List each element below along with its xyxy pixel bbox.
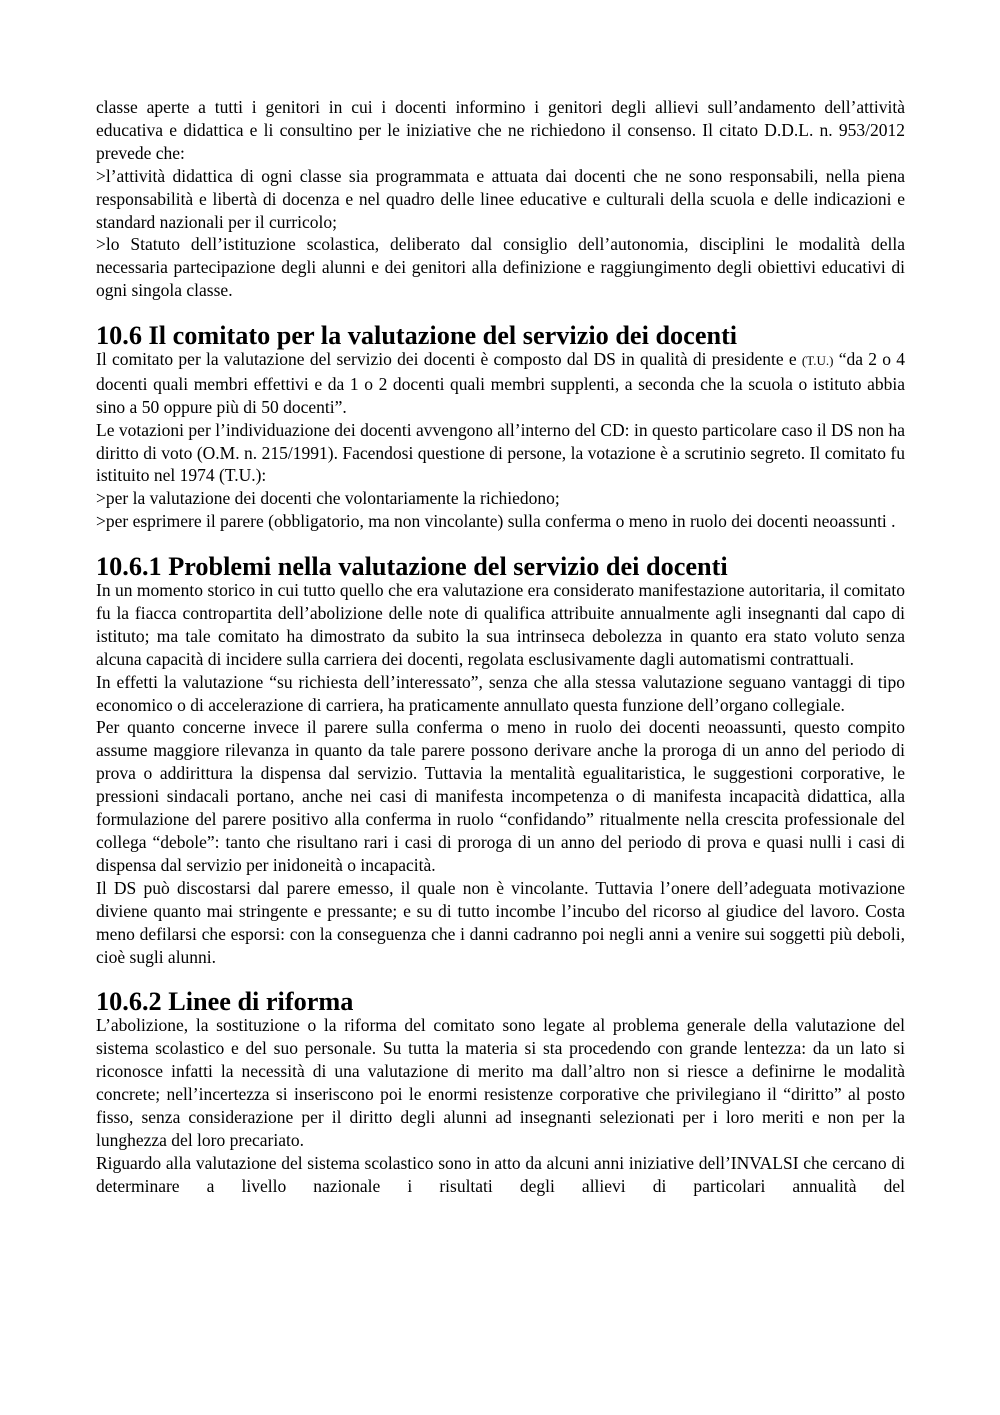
section-heading: 10.6.1 Problemi nella valutazione del servizio dei docenti [96, 552, 728, 582]
section-paragraph: Per quanto concerne invece il parere sulla conferma o meno in ruolo dei docenti neoassunti, questo compito assume maggiore rilevanza in quanto da tale parere possono derivare anche la proroga di un anno del periodo di prova o addirittura la dispensa dal servizio. Tuttavia la mentalità egualitaristica, le suggestioni corporative, le pressioni sindacali portano, anche nei casi di manifesta incompetenza o di manifesta incapacità didattica, alla formulazione del parere positivo alla conferma in ruolo “confidando” ritualmente nella crescita professionale del collega “debole”: tanto che risultano rari i casi di proroga di un anno del periodo di prova e quasi nulli i casi di dispensa dal servizio per inidoneità o incapacità. [96, 717, 905, 875]
intro-list-item: >lo Statuto dell’istituzione scolastica, deliberato dal consiglio dell’autonomia, disciplini le modalità della necessaria partecipazione degli alunni e dei genitori alla definizione e raggiungimento degli obiettivi educativi di ogni singola classe. [96, 234, 905, 301]
paragraph-text: Il comitato per la valutazione del servizio dei docenti è composto dal DS in qualità di presidente e [96, 348, 802, 369]
section-heading: 10.6.2 Linee di riforma [96, 987, 354, 1017]
section-paragraph: L’abolizione, la sostituzione o la riforma del comitato sono legate al problema generale della valutazione del sistema scolastico e del suo personale. Su tutta la materia si sta procedendo con grande lentezza: da un lato si riconosce infatti la necessità di una valutazione di merito ma dall’altro non si riesce a definirne le modalità concrete; nell’incertezza si inseriscono poi le enormi resistenze corporative che privilegiano il “diritto” al posto fisso, senza considerazione per il diritto degli alunni ad insegnanti selezionati per i loro meriti e non per la lunghezza del loro precariato. [96, 1015, 905, 1150]
section-paragraph: Il DS può discostarsi dal parere emesso, il quale non è vincolante. Tuttavia l’onere dell’adeguata motivazione diviene quanto mai stringente e pressante; e su di tutto incombe l’incubo del ricorso al giudice del lavoro. Costa meno defilarsi che esporsi: con la conseguenza che i danni cadranno poi negli anni a venire sui soggetti più deboli, cioè sugli alunni. [96, 877, 905, 967]
section-paragraph: In un momento storico in cui tutto quello che era valutazione era considerato manifestazione autoritaria, il comitato fu la fiacca contropartita dell’abolizione delle note di qualifica attribuite annualmente agli insegnanti dal capo di istituto; ma tale comitato ha dimostrato da subito la sua intrinseca debolezza in quanto era stato voluto senza alcuna capacità di incidere sulla carriera dei docenti, regolata esclusivamente dagli automatismi contrattuali. [96, 580, 905, 669]
intro-paragraph: classe aperte a tutti i genitori in cui i docenti informino i genitori degli allievi sull’andamento dell’attività educativa e didattica e li consultino per le iniziative che ne richiedono il consenso. Il citato D.D.L. n. 953/2012 prevede che: [96, 97, 905, 163]
section-paragraph [96, 348, 905, 419]
section-paragraph: Le votazioni per l’individuazione dei docenti avvengono all’interno del CD: in questo particolare caso il DS non ha diritto di voto (O.M. n. 215/1991). Facendosi questione di persone, la votazione è a scrutinio segreto. Il comitato fu istituito nel 1974 (T.U.): [96, 419, 905, 486]
paragraph-text: “da 2 o 4 docenti quali membri effettivi e da 1 o 2 docenti quali membri supplenti, a seconda che la scuola o istituto abbia sino a 50 oppure più di 50 docenti”. [96, 348, 905, 417]
list-item: >per la valutazione dei docenti che volontariamente la richiedono; [96, 488, 560, 509]
section-paragraph: In effetti la valutazione “su richiesta dell’interessato”, senza che alla stessa valutazione seguano vantaggi di tipo economico o di accelerazione di carriera, ha praticamente annullato questa funzione dell’organo collegiale. [96, 671, 905, 715]
list-item: >per esprimere il parere (obbligatorio, ma non vincolante) sulla conferma o meno in ruolo dei docenti neoassunti . [96, 511, 896, 532]
section-paragraph: Riguardo alla valutazione del sistema scolastico sono in atto da alcuni anni iniziative dell’INVALSI che cercano di determinare a livello nazionale i risultati degli allievi di particolari annualità del [96, 1152, 905, 1196]
abbreviation: (T.U.) [801, 352, 834, 368]
intro-list-item: >l’attività didattica di ogni classe sia programmata e attuata dai docenti che ne sono responsabili, nella piena responsabilità e libertà di docenza e nel quadro delle linee educative e culturali della scuola e delle indicazioni e standard nazionali per il curricolo; [96, 165, 905, 232]
section-heading: 10.6 Il comitato per la valutazione del servizio dei docenti [96, 321, 738, 351]
